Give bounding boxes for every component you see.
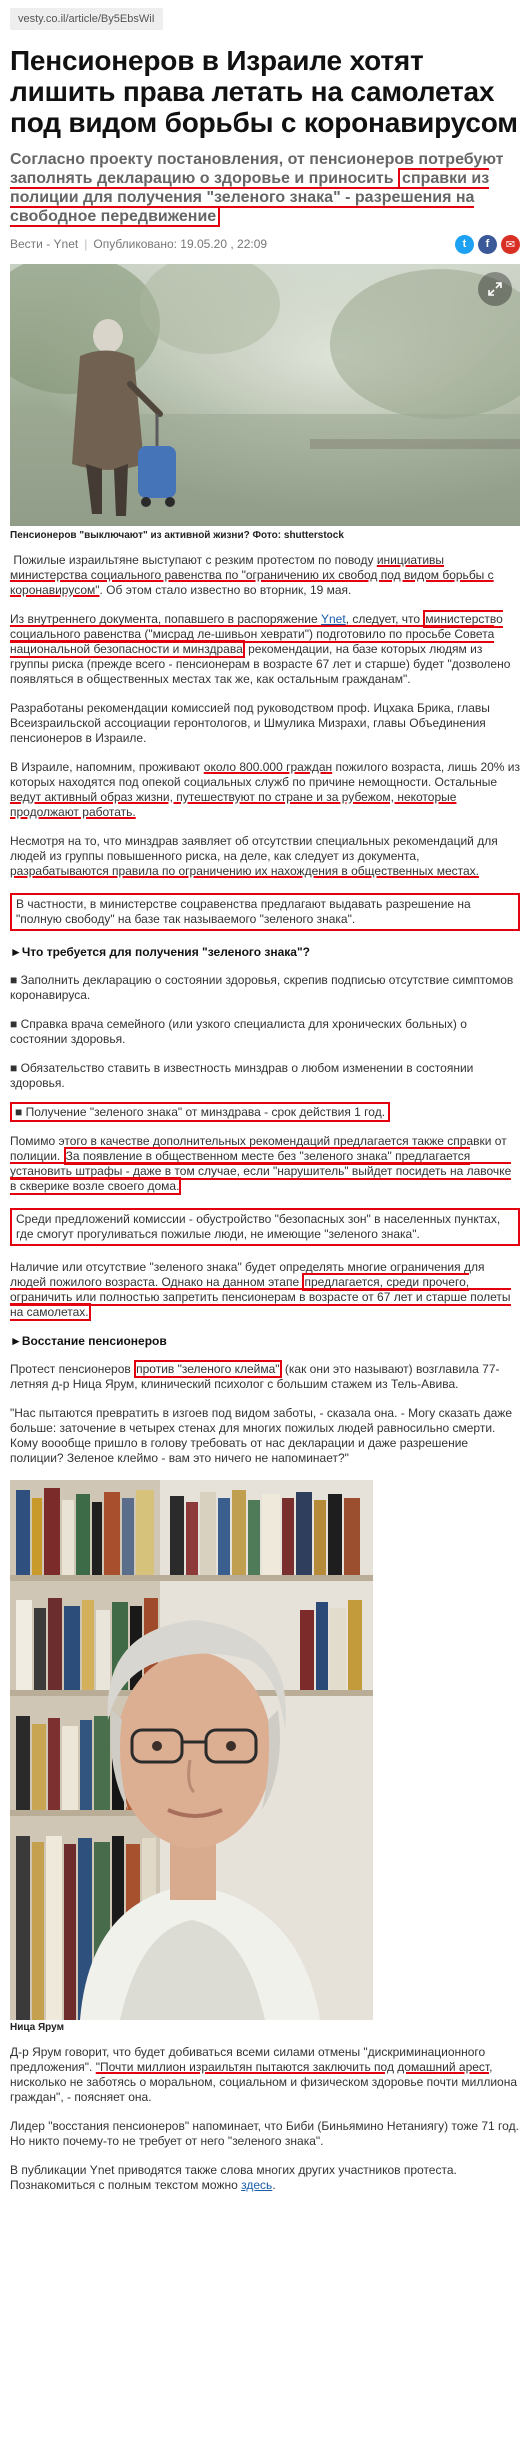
ynet-link[interactable]: Ynet: [321, 612, 346, 626]
mail-icon[interactable]: ✉: [501, 235, 520, 254]
p2-text: Из внутреннего документа, попавшего в распоряжение: [10, 612, 318, 626]
p11-underlined: "Почти миллион израильтян пытаются заключить под домашний арест: [95, 2060, 490, 2074]
p11-text: Д-р Ярум говорит, что будет добиваться всеми силами отмены "дискриминационного предложения".: [10, 2045, 486, 2074]
requirement-item-4-text: ■ Получение "зеленого знака" от минздрава - срок действия 1 год.: [10, 1102, 390, 1122]
expand-icon[interactable]: [478, 272, 512, 306]
paragraph-4: [10, 760, 520, 820]
paragraph-6-boxed: В частности, в министерстве соцравенства предлагают выдавать разрешение на "полную свободу" на базе так называемого "зеленого знака".: [10, 893, 520, 931]
p9-highlight: предлагается, среди прочего, ограничить или полностью запретить пенсионерам в возрасте от 67 лет и старше полеты на самолетах.: [10, 1275, 511, 1319]
photo-elderly-woman-image: [10, 264, 520, 526]
paragraph-12: Лидер "восстания пенсионеров" напоминает, что Биби (Биньямино Нетаниягу) тоже 71 год. Но никто почему-то не требует от него "зеленого знака".: [10, 2119, 519, 2148]
p11-tail: , нисколько не заботясь о моральном, социальном и физическом здоровье почти миллиона граждан", - поясняет она.: [10, 2060, 518, 2104]
p4-underlined-1: около 800.000 граждан: [203, 760, 333, 774]
quote-paragraph: "Нас пытаются превратить в изгоев под видом заботы, - сказала она. - Могу сказать даже больше: заточение в четырех стенах для многих пожилых людей равносильно смерти. Кому воообще пришло в голову требовать от нас декларации и даже разрешение полиции? Зеленое клеймо - вам это ничего не напоминает?": [10, 1406, 513, 1465]
section-heading-revolt: ►Восстание пенсионеров: [10, 1334, 167, 1348]
p7-text: Помимо этого в качестве дополнительных рекомендаций предлагается также справки от полиции.: [10, 1134, 507, 1163]
photo-caption: Пенсионеров "выключают" из активной жизни? Фото: shutterstock: [10, 530, 344, 541]
article: [10, 8, 520, 2207]
p4-mid: пожилого возраста, лишь 20% из которых находятся под опекой социальных служб по причине немощности. Остальные: [10, 760, 521, 789]
p5-underlined: разрабатываются правила по ограничению их нахождения в общественных местах.: [10, 864, 479, 878]
paragraph-7: [10, 1134, 520, 1194]
p1-tail: . Об этом стало известно во вторник, 19 мая.: [99, 583, 352, 597]
p2-tail: рекомендации, на базе которых людям из группы риска (прежде всего - пенсионерам в возрасте 67 лет и старше) будет "дозволено появляться в общественных местах так же, как остальным гражданам".: [10, 642, 511, 686]
twitter-icon[interactable]: t: [455, 235, 474, 254]
facebook-icon[interactable]: f: [478, 235, 497, 254]
paragraph-8-boxed: Среди предложений комиссии - обустройство "безопасных зон" в населенных пунктах, где смогут прогуливаться пожилые люди, не имеющие "зеленого знака".: [10, 1208, 520, 1246]
section-heading-green-sign: ►Что требуется для получения "зеленого знака"?: [10, 945, 310, 959]
paragraph-9: [10, 1260, 520, 1320]
publish-date: Опубликовано: 19.05.20 , 22:09: [93, 237, 268, 251]
paragraph-2: [10, 612, 520, 687]
lead-text: Согласно проекту постановления, от пенсионеров потребуют заполнять декларацию о здоровье и приносить: [10, 151, 504, 187]
url-bar[interactable]: vesty.co.il/article/By5EbsWiI: [10, 8, 163, 30]
photo2-caption: Ница Ярум: [10, 2022, 64, 2033]
requirement-item-4: [10, 1105, 520, 1120]
p13-text: В публикации Ynet приводятся также слова многих других участников протеста. Познакомиться с полным текстом можно: [10, 2163, 457, 2192]
requirement-item-1: ■ Заполнить декларацию о состоянии здоровья, скрепив подписью отсутствие симптомов коронавируса.: [10, 973, 514, 1002]
requirement-item-2: ■ Справка врача семейного (или узкого специалиста для хронических больных) о состоянии здоровья.: [10, 1017, 467, 1046]
p4-text: В Израиле, напомним, проживают: [10, 760, 201, 774]
p2-mid: , следует, что: [345, 612, 421, 626]
p4-underlined-2: ведут активный образ жизни, путешествуют по стране и за рубежом, некоторые продолжают работать.: [10, 790, 457, 819]
here-link[interactable]: здесь: [241, 2178, 273, 2192]
p2-highlight: министерство социального равенства ("мисрад ле-шивьон хеврати") подготовило по просьбе Совета национальной безопасности и минздрава: [10, 612, 503, 656]
paragraph-3: Разработаны рекомендации комиссией под руководством проф. Ицхака Брика, главы Всеизраильской ассоциации геронтологов, и Шмулика Мизрахи, главы Объединения пенсионеров в Израиле.: [10, 701, 490, 745]
article-title: Пенсионеров в Израиле хотят лишить права летать на самолетах под видом борьбы с коронавирусом: [10, 45, 518, 138]
lead-highlight: справки из полиции для получения "зеленого знака" - разрешения на свободное передвижение: [10, 170, 490, 225]
p10-highlight: против "зеленого клейма": [136, 1362, 280, 1376]
p1-text: Пожилые израильтяне выступают с резким протестом по поводу: [13, 553, 374, 567]
p13-tail: .: [272, 2178, 276, 2192]
paragraph-10: [10, 1362, 520, 1392]
p10-tail: (как они это называют) возглавила 77-летняя д-р Ница Ярум, клинический психолог с большим стажем из Тель-Авива.: [10, 1362, 500, 1391]
photo-elderly-woman: [10, 264, 520, 526]
photo-nitsa-yarum: [10, 1480, 373, 2020]
paragraph-5: [10, 834, 520, 879]
p10-text: Протест пенсионеров: [10, 1362, 131, 1376]
meta-divider: |: [84, 237, 88, 251]
p9-text: Наличие или отсутствие "зеленого знака" будет определять многие ограничения для людей пожилого возраста. Однако на данном этапе: [10, 1260, 485, 1289]
article-lead: [10, 150, 520, 226]
p1-underlined: инициативы министерства социального равенства по "ограничению их свобод под видом борьбы с коронавирусом": [10, 553, 494, 597]
source-label[interactable]: Вести - Ynet: [10, 237, 79, 251]
article-meta: [10, 234, 520, 254]
photo-nitsa-yarum-image: [10, 1480, 373, 2020]
paragraph-13: [10, 2163, 520, 2193]
paragraph-11: [10, 2045, 520, 2105]
paragraph-1: [10, 553, 520, 598]
p5-text: Несмотря на то, что минздрав заявляет об отсутствии специальных рекомендаций для людей из группы повышенного риска, на деле, как следует из документа,: [10, 834, 498, 863]
requirement-item-3: ■ Обязательство ставить в известность минздрав о любом изменении в состоянии здоровья.: [10, 1061, 474, 1090]
share-buttons: [455, 235, 520, 254]
p7-highlight: За появление в общественном месте без "зеленого знака" предлагается установить штрафы - даже в том случае, если "нарушитель" выйдет посидеть на лавочке в скверике возле своего дома.: [10, 1149, 512, 1193]
